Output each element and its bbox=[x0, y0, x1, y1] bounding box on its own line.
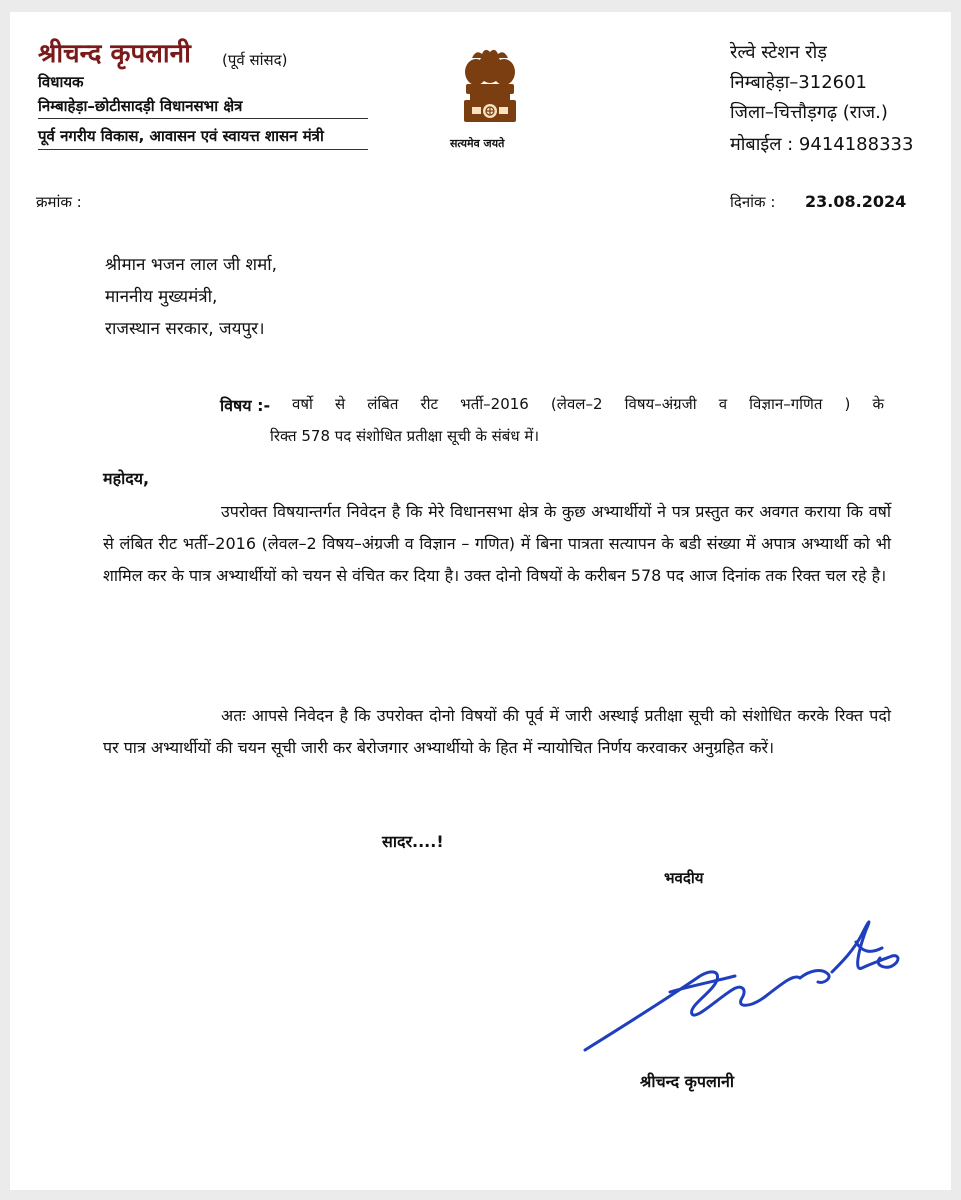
date-value: 23.08.2024 bbox=[805, 192, 907, 211]
ex-mp-title: (पूर्व सांसद) bbox=[222, 51, 288, 69]
reference-label: क्रमांक : bbox=[36, 193, 82, 211]
body-paragraph: अतः आपसे निवेदन है कि उपरोक्त दोनो विषयों की पूर्व में जारी अस्थाई प्रतीक्षा सूची को संशोधित करके रिक्त पदो पर पात्र अभ्यार्थीयों की चयन सूची जारी कर बेरोजगार अभ्यार्थीयो के हित में न्यायोचित निर्णय करवाकर अनुग्रहित करें। bbox=[103, 706, 891, 757]
emblem-motto: सत्यमेव जयते bbox=[450, 137, 505, 150]
subject-line: रिक्त 578 पद संशोधित प्रतीक्षा सूची के संबंध में। bbox=[270, 427, 540, 445]
address-line: निम्बाहेड़ा–312601 bbox=[730, 72, 868, 93]
salutation: महोदय, bbox=[103, 469, 150, 488]
signer-name: श्रीचन्द कृपलानी bbox=[640, 1072, 735, 1091]
designation: विधायक bbox=[38, 73, 84, 91]
subject-label: विषय :- bbox=[220, 396, 271, 415]
closing-respect: सादर....! bbox=[382, 832, 444, 851]
former-post: पूर्व नगरीय विकास, आवासन एवं स्वायत्त शासन मंत्री bbox=[38, 127, 324, 145]
subject-line: वर्षो से लंबित रीट भर्ती–2016 (लेवल–2 विषय–अंग्रजी व विज्ञान–गणित ) के bbox=[292, 395, 884, 413]
letter-page bbox=[10, 12, 951, 1190]
address-line: रेल्वे स्टेशन रोड़ bbox=[730, 42, 827, 63]
address-line: जिला–चित्तौड़गढ़ (राज.) bbox=[730, 102, 888, 123]
divider bbox=[38, 118, 368, 119]
mobile-line: मोबाईल : 9414188333 bbox=[730, 134, 914, 155]
closing-yours: भवदीय bbox=[664, 869, 704, 887]
divider bbox=[38, 149, 368, 150]
date-label: दिनांक : bbox=[730, 193, 776, 211]
recipient-line: माननीय मुख्यमंत्री, bbox=[105, 287, 218, 307]
recipient-line: श्रीमान भजन लाल जी शर्मा, bbox=[105, 255, 278, 275]
constituency: निम्बाहेड़ा–छोटीसादड़ी विधानसभा क्षेत्र bbox=[38, 97, 243, 115]
body-paragraph: उपरोक्त विषयान्तर्गत निवेदन है कि मेरे विधानसभा क्षेत्र के कुछ अभ्यार्थीयों ने पत्र प्रस्तुत कर अवगत कराया कि वर्षो से लंबित रीट भर्ती–2016 (लेवल–2 विषय–अंग्रजी व विज्ञान – गणित) में बिना पात्रता सत्यापन के बडी संख्या में अपात्र अभ्यार्थी को भी शामिल कर के पात्र अभ्यार्थीयों को चयन से वंचित कर दिया है। उक्त दोनो विषयों के करीबन 578 पद आज दिनांक तक रिक्त चल रहे है। bbox=[103, 502, 891, 585]
recipient-line: राजस्थान सरकार, जयपुर। bbox=[105, 319, 265, 339]
sender-name: श्रीचन्द कृपलानी bbox=[38, 39, 191, 69]
signature bbox=[570, 912, 910, 1062]
